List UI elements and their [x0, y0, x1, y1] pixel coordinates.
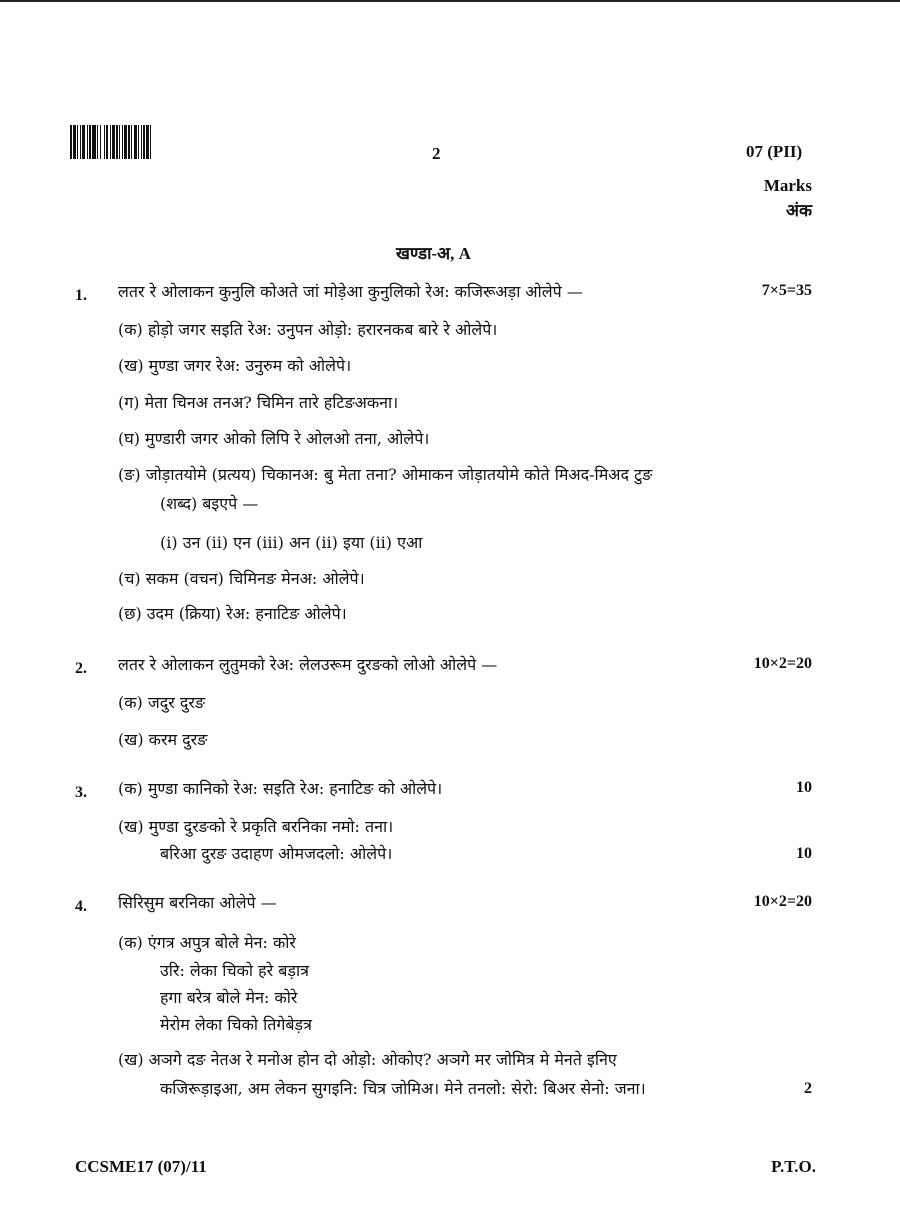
question-2-part-kha: (ख) करम दुरङ [118, 730, 208, 749]
footer-pto: P.T.O. [771, 1157, 816, 1176]
marks-label-en: Marks [763, 176, 812, 195]
barcode [70, 125, 250, 159]
question-4-poem-line-3: हगा बरेत्र बोले मेन: कोरे [160, 988, 298, 1007]
question-4-poem-line-2: उरि: लेका चिको हरे बड़ात्र [160, 961, 309, 980]
question-3-marks-a: 10 [796, 779, 812, 796]
top-border [0, 0, 900, 2]
question-1-part-ga: (ग) मेता चिनअ तनअ? चिमिन तारे हटिङअकना। [118, 393, 399, 412]
question-3-marks-b: 10 [796, 845, 812, 862]
question-4-marks: 10×2=20 [753, 893, 812, 910]
question-4-poem-line-1: (क) एंगत्र अपुत्र बोले मेन: कोरे [118, 933, 296, 952]
question-3-part-ka: (क) मुण्डा कानिको रेअ: सइति रेअ: हनाटिङ को ओलेपे। [118, 779, 443, 798]
question-3-part-kha: (ख) मुण्डा दुरङको रे प्रकृति बरनिका नमो: तना। [118, 817, 394, 836]
question-1-part-nga: (ङ) जोड़ातयोमे (प्रत्यय) चिकानअ: बु मेता तना? ओमाकन जोड़ातयोमे कोते मिअद-मिअद टुङ [118, 465, 653, 484]
marks-label-hi: अंक [785, 201, 812, 220]
question-1-part-ka: (क) होड़ो जगर सइति रेअ: उनुपन ओड़ो: हरारनकब बारे रे ओलेपे। [118, 320, 498, 339]
question-4-marks-b: 2 [804, 1080, 812, 1097]
question-1-text: लतर रे ओलाकन कुनुलि कोअते जां मोड़ेआ कुनुलिको रेअ: कजिरूअड़ा ओलेपे — [118, 282, 583, 301]
question-2-marks: 10×2=20 [753, 655, 812, 672]
question-1-part-gha: (घ) मुण्डारी जगर ओको लिपि रे ओलओ तना, ओलेपे। [118, 429, 430, 448]
question-1-part-cha: (च) सकम (वचन) चिमिनङ मेनअ: ओलेपे। [118, 569, 365, 588]
question-1-part-kha: (ख) मुण्डा जगर रेअ: उनुरुम को ओलेपे। [118, 356, 352, 375]
question-4-part-kha-line-1: (ख) अञगे दङ नेतअ रे मनोअ होन दो ओड़ो: ओकोए? अञगे मर जोमित्र मे मेनते इनिए [118, 1050, 617, 1069]
question-3-number: 3. [75, 784, 87, 801]
question-4-part-kha-line-2: कजिरूड़ाइआ, अम लेकन सुगइनि: चित्र जोमिअ। मेने तनलो: सेरो: बिअर सेनो: जना। [160, 1079, 646, 1098]
question-2-number: 2. [75, 660, 87, 677]
question-1-options: (i) उन (ii) एन (iii) अन (ii) इया (ii) एआ [160, 533, 423, 552]
question-4-number: 4. [75, 898, 87, 915]
question-4-text: सिरिसुम बरनिका ओलेपे — [118, 893, 277, 912]
question-2-part-ka: (क) जदुर दुरङ [118, 693, 206, 712]
question-2-text: लतर रे ओलाकन लुतुमको रेअ: लेलउरूम दुरङको लोओ ओलेपे — [118, 655, 498, 674]
page-number: 2 [432, 144, 441, 163]
question-3-part-kha-cont: बरिआ दुरङ उदाहण ओमजदलो: ओलेपे। [160, 844, 393, 863]
footer-code: CCSME17 (07)/11 [75, 1157, 207, 1176]
barcode-stripe [151, 125, 153, 159]
question-1-number: 1. [75, 287, 87, 304]
question-4-poem-line-4: मेरोम लेका चिको तिगेबेड़त्र [160, 1015, 312, 1034]
section-title: खण्डा-अ, A [396, 244, 471, 263]
question-1-marks: 7×5=35 [761, 282, 812, 299]
question-1-part-nga-cont: (शब्द) बइएपे — [160, 494, 259, 513]
question-1-part-chha: (छ) उदम (क्रिया) रेअ: हनाटिङ ओलेपे। [118, 604, 347, 623]
paper-code: 07 (PII) [746, 142, 803, 161]
